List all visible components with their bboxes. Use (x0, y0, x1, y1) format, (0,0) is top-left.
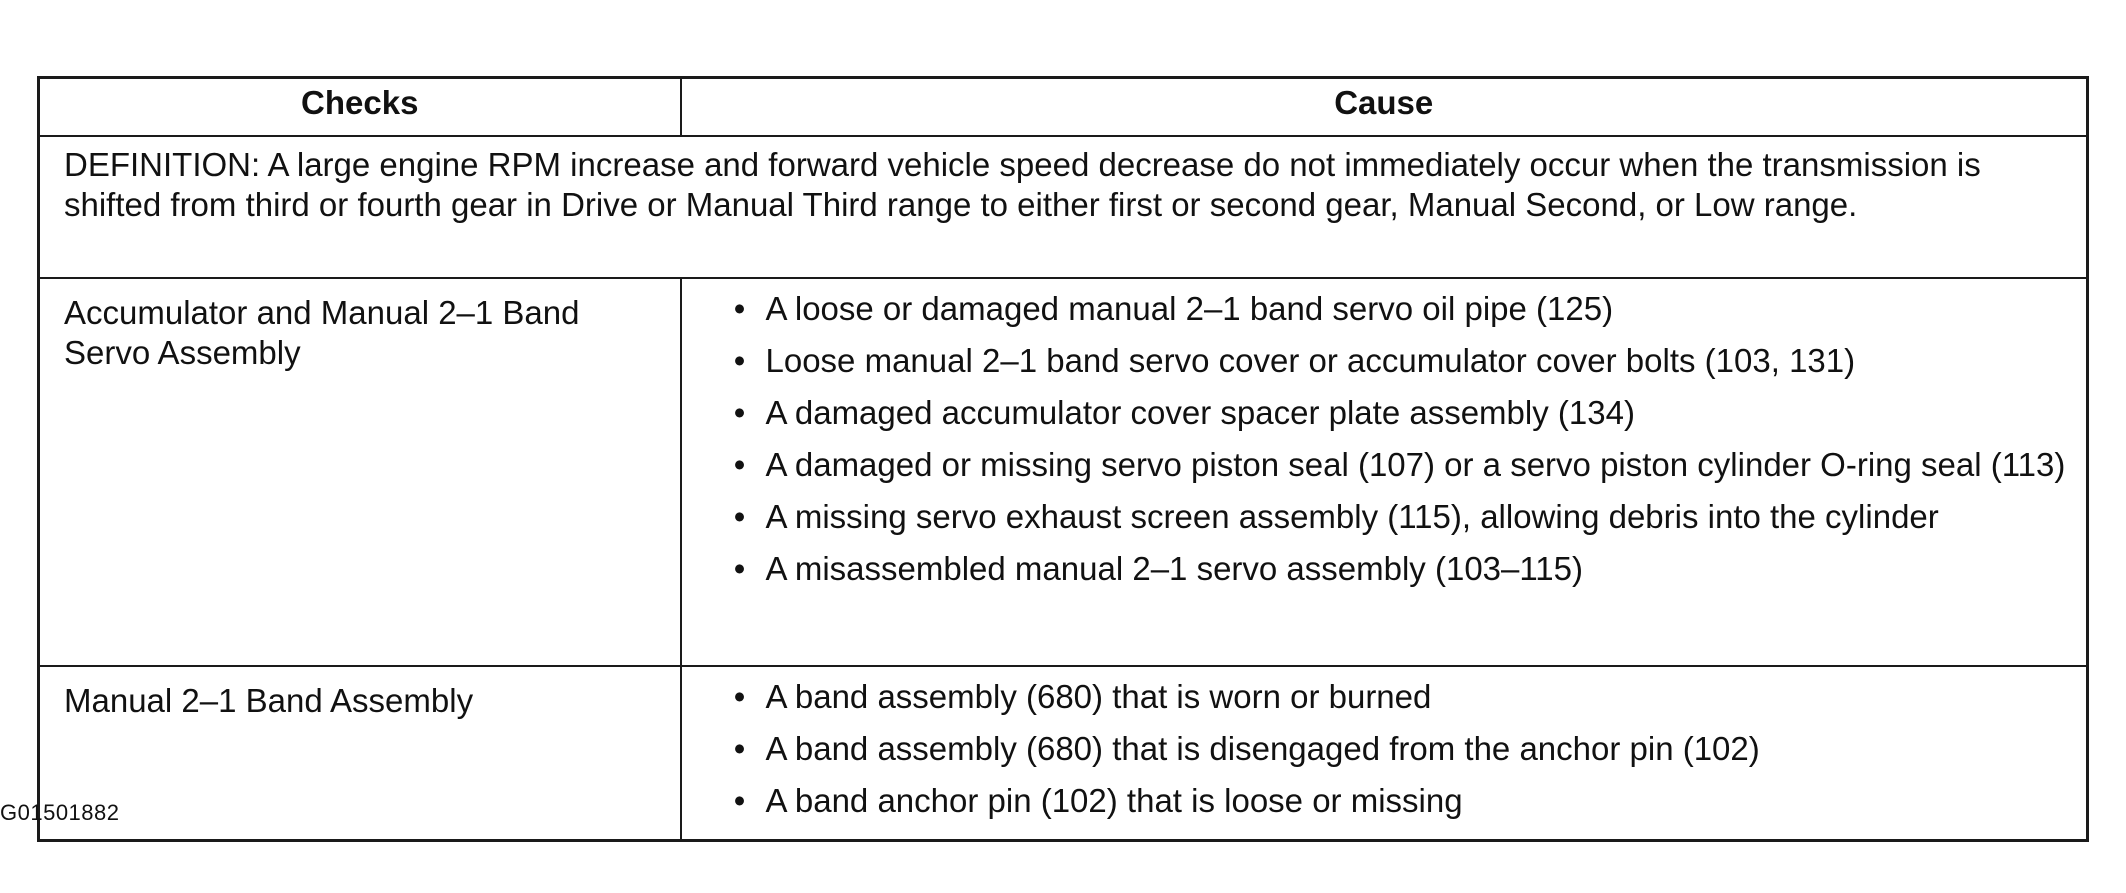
figure-id-label: G01501882 (0, 800, 120, 825)
cause-text: A damaged or missing servo piston seal (107) or a servo piston cylinder O-ring seal (113) (765, 446, 2066, 483)
cause-cell (681, 278, 2088, 666)
cause-item (730, 393, 2073, 433)
bullet-icon: • (733, 498, 746, 535)
cause-item (730, 677, 2073, 717)
cause-text: A misassembled manual 2–1 servo assembly (103–115) (765, 550, 1583, 587)
bullet-icon: • (733, 446, 746, 483)
cause-item (730, 445, 2073, 485)
cause-item (730, 289, 2073, 329)
bullet-icon: • (733, 394, 746, 431)
cause-text: A loose or damaged manual 2–1 band servo oil pipe (125) (765, 290, 1614, 327)
cause-item (730, 341, 2073, 381)
cause-list (730, 677, 2073, 821)
checks-column-header: Checks (39, 78, 681, 137)
table-row (39, 666, 2088, 841)
cause-item (730, 497, 2073, 537)
cause-column-header: Cause (681, 78, 2088, 137)
table-header-row (39, 78, 2088, 137)
cause-text: A band assembly (680) that is worn or burned (765, 678, 1432, 715)
cause-text: A missing servo exhaust screen assembly (115), allowing debris into the cylinder (765, 498, 1939, 535)
cause-list (730, 289, 2073, 589)
cause-cell (681, 666, 2088, 841)
bullet-icon: • (733, 342, 746, 379)
cause-text: A band assembly (680) that is disengaged from the anchor pin (102) (765, 730, 1760, 767)
diagnosis-table (37, 76, 2089, 842)
definition-text: DEFINITION: A large engine RPM increase and forward vehicle speed decrease do not immediately occur when the transmission is shifted from third or fourth gear in Drive or Manual Third range to either first or second gear, Manual Second, or Low range. (39, 136, 2088, 278)
check-cell: Accumulator and Manual 2–1 Band Servo Assembly (39, 278, 681, 666)
bullet-icon: • (733, 678, 746, 715)
bullet-icon: • (733, 550, 746, 587)
table-row (39, 278, 2088, 666)
cause-text: Loose manual 2–1 band servo cover or accumulator cover bolts (103, 131) (765, 342, 1856, 379)
bullet-icon: • (733, 782, 746, 819)
bullet-icon: • (733, 730, 746, 767)
check-cell: Manual 2–1 Band Assembly (39, 666, 681, 841)
cause-item (730, 781, 2073, 821)
cause-item (730, 729, 2073, 769)
cause-text: A band anchor pin (102) that is loose or missing (765, 782, 1463, 819)
bullet-icon: • (733, 290, 746, 327)
definition-row (39, 136, 2088, 278)
cause-text: A damaged accumulator cover spacer plate assembly (134) (765, 394, 1635, 431)
cause-item (730, 549, 2073, 589)
